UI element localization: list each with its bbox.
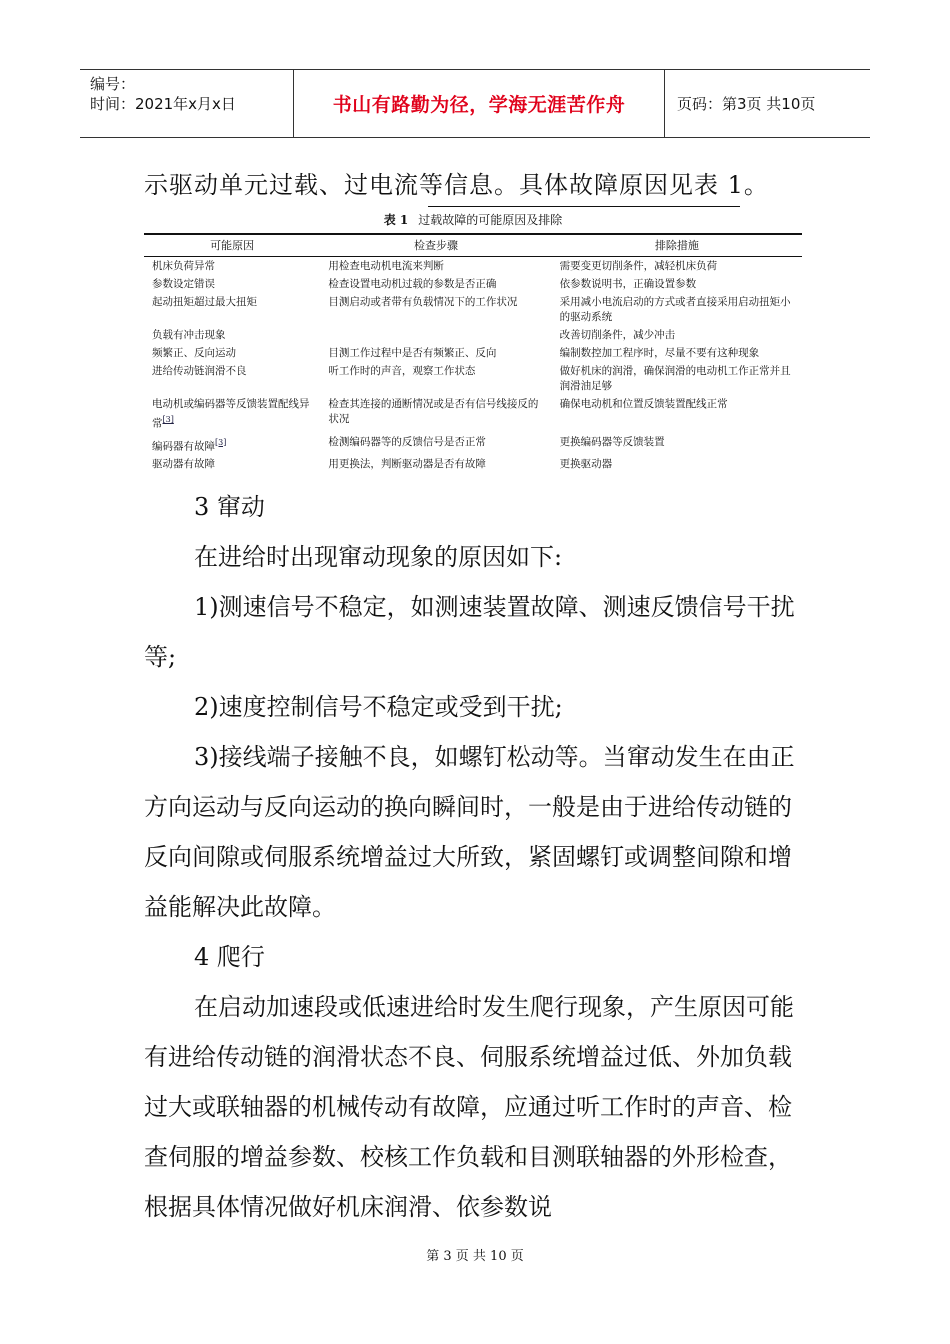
title-rule [428, 206, 740, 207]
cell-fix: 确保电动机和位置反馈装置配线正常 [559, 398, 728, 410]
cell-check: 检查设置电动机过载的参数是否正确 [328, 278, 497, 290]
cause-text: 频繁正、反向运动 [152, 347, 236, 359]
cause-text: 参数设定错误 [152, 278, 215, 290]
page-header [80, 69, 870, 138]
col-header-fix: 排除措施 [552, 234, 802, 257]
paragraph: 1)测速信号不稳定，如测速装置故障、测速反馈信号干扰等; [144, 593, 795, 671]
paragraph: 3)接线端子接触不良，如螺钉松动等。当窜动发生在由正方向运动与反向运动的换向瞬间时，一般是由于进给传动链的反向间隙或伺服系统增益过大所致，紧固螺钉或调整间隙和增益能解决此故障。 [144, 743, 795, 921]
cell-fix: 依参数说明书，正确设置参数 [559, 278, 697, 290]
table-row [144, 455, 802, 474]
doc-number-label: 编号： [90, 75, 136, 93]
header-motto: 书山有路勤为径，学海无涯苦作舟 [294, 70, 665, 137]
cell-check [320, 326, 551, 344]
paragraph: 在启动加速段或低速进给时发生爬行现象，产生原因可能有进给传动链的润滑状态不良、伺服系统增益过低、外加负载过大或联轴器的机械传动有故障，应通过听工作时的声音、检查伺服的增益参数、校核工作负载和目测联轴器的外形检查，根据具体情况做好机床润滑、依参数说 [144, 993, 794, 1221]
col-header-cause: 可能原因 [144, 234, 320, 257]
cell-fix: 需要变更切削条件，减轻机床负荷 [559, 260, 718, 272]
cell-cause [144, 455, 320, 474]
table-row [144, 395, 802, 433]
citation-link[interactable]: [3] [162, 415, 174, 424]
paragraph: 4 爬行 [194, 943, 265, 971]
cause-text: 电动机或编码器等反馈装置配线异常 [152, 398, 310, 430]
table-row [144, 344, 802, 362]
cell-cause [144, 326, 320, 344]
cell-cause [144, 293, 320, 326]
intro-line: 示驱动单元过载、过电流等信息。具体故障原因见表 1。 [144, 171, 769, 199]
table-row [144, 326, 802, 344]
page-footer: 第 3 页 共 10 页 [426, 1249, 524, 1264]
table-number: 表 1 [383, 213, 409, 227]
cause-text: 编码器有故障 [152, 440, 215, 452]
cell-cause [144, 395, 320, 433]
cell-cause [144, 362, 320, 395]
col-header-check: 检查步骤 [320, 234, 551, 257]
table-row [144, 362, 802, 395]
cell-check: 目测启动或者带有负载情况下的工作状况 [328, 296, 518, 308]
cell-fix: 更换驱动器 [559, 458, 613, 470]
table-row [144, 257, 802, 276]
table-body [144, 257, 802, 475]
cause-text: 进给传动链润滑不良 [152, 365, 247, 377]
cell-check: 用检查电动机电流来判断 [328, 260, 444, 272]
cell-cause [144, 344, 320, 362]
table-caption [144, 210, 802, 230]
cell-fix: 编制数控加工程序时，尽量不要有这种现象 [559, 347, 760, 359]
cell-fix: 采用减小电流启动的方式或者直接采用启动扭矩小的驱动系统 [559, 296, 791, 323]
cause-text: 起动扭矩超过最大扭矩 [152, 296, 257, 308]
fault-table [144, 233, 802, 474]
table-row [144, 275, 802, 293]
table-row [144, 293, 802, 326]
cell-fix: 改善切削条件，减少冲击 [559, 329, 676, 341]
paragraph: 2)速度控制信号不稳定或受到干扰; [194, 693, 563, 721]
doc-time-label: 时间：2021年x月x日 [90, 95, 236, 113]
header-page-code: 页码：第3页 共10页 [677, 95, 816, 113]
cell-cause [144, 275, 320, 293]
cell-check: 检查其连接的通断情况或是否有信号线接反的状况 [328, 398, 539, 425]
cell-cause [144, 433, 320, 456]
fault-table-block [144, 208, 802, 474]
cell-check: 听工作时的声音，观察工作状态 [328, 365, 476, 377]
paragraph: 3 窜动 [194, 493, 265, 521]
cause-text: 负载有冲击现象 [152, 329, 226, 341]
cell-check: 目测工作过程中是否有频繁正、反向 [328, 347, 497, 359]
cell-fix: 更换编码器等反馈装置 [559, 435, 665, 448]
citation-link[interactable]: [3] [215, 437, 227, 447]
paragraph: 在进给时出现窜动现象的原因如下: [194, 543, 563, 571]
body-text [144, 482, 806, 1232]
header-meta [80, 70, 294, 137]
table-caption-text: 过载故障的可能原因及排除 [418, 213, 563, 227]
cell-cause [144, 257, 320, 276]
cell-check: 用更换法，判断驱动器是否有故障 [328, 458, 486, 470]
table-row [144, 433, 802, 456]
cell-check: 检测编码器等的反馈信号是否正常 [328, 435, 486, 448]
cause-text: 机床负荷异常 [152, 260, 215, 272]
cause-text: 驱动器有故障 [152, 458, 215, 470]
cell-fix: 做好机床的润滑，确保润滑的电动机工作正常并且润滑油足够 [559, 365, 791, 392]
